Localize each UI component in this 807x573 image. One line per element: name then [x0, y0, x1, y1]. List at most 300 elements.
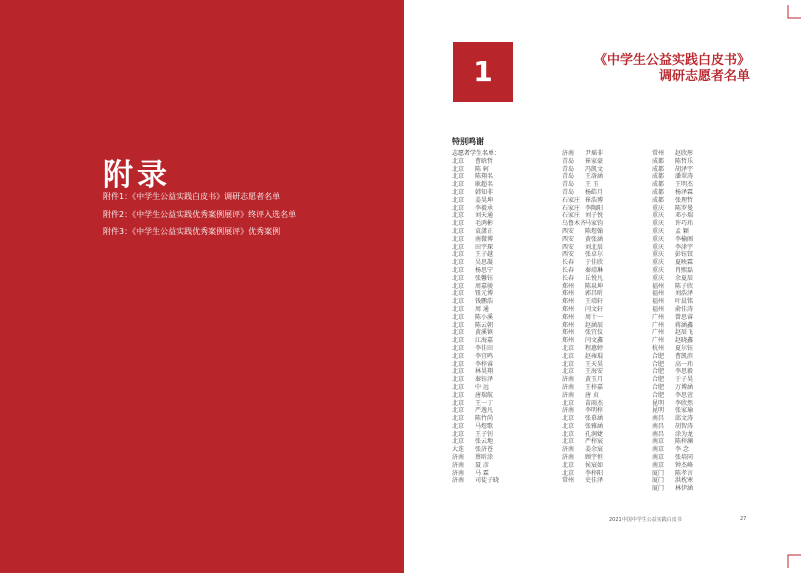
name-row	[562, 415, 625, 423]
name-row	[452, 392, 515, 400]
city-label: 北京	[562, 430, 575, 438]
volunteer-name: 刘北辰	[585, 243, 604, 251]
name-row	[562, 267, 625, 275]
volunteer-name: 于佳欣	[585, 259, 604, 267]
city-label: 北京	[452, 368, 465, 376]
section-number-box: 1	[453, 42, 513, 102]
city-label: 青岛	[562, 165, 575, 173]
volunteer-name: 张理哲	[675, 196, 694, 204]
city-label: 厦门	[652, 485, 665, 493]
city-label: 成都	[652, 181, 665, 189]
name-row	[452, 228, 515, 236]
volunteer-name: 林伊涵	[675, 485, 694, 493]
footer-text: 2021中国中学生公益实践白皮书	[609, 517, 682, 523]
volunteer-name: 秦靖琳	[585, 266, 604, 274]
city-label: 济南	[452, 461, 465, 469]
volunteer-name: 万博涵	[675, 383, 694, 391]
name-row	[652, 290, 715, 298]
name-row	[652, 392, 715, 400]
volunteer-name: 严逸凡	[475, 407, 494, 415]
city-label: 北京	[452, 251, 465, 259]
name-row	[562, 423, 625, 431]
volunteer-name: 张雅涵	[585, 422, 604, 430]
city-label: 成都	[652, 157, 665, 165]
column-1-rows	[452, 158, 515, 485]
volunteer-name: 中 远	[475, 383, 489, 391]
appendix-item-2: 附件2：《中学生公益实践优秀案例展评》终评入选名单	[103, 209, 297, 219]
volunteer-name: 姜余宸	[585, 446, 604, 454]
city-label: 北京	[452, 204, 465, 212]
city-label: 福州	[652, 298, 665, 306]
volunteer-name: 秦钰泽	[475, 376, 494, 384]
volunteer-name: 胡泽宇	[675, 165, 694, 173]
volunteer-name: 张云地	[475, 438, 494, 446]
city-label: 北京	[452, 298, 465, 306]
volunteer-name: 吴思凝	[475, 259, 494, 267]
city-label: 北京	[452, 196, 465, 204]
volunteer-name: 陈罗曼	[675, 204, 694, 212]
city-label: 济南	[562, 391, 575, 399]
name-row	[452, 189, 515, 197]
volunteer-name: 钱鹏浩	[475, 298, 494, 306]
volunteer-name: 周十一	[585, 313, 604, 321]
city-label: 重庆	[652, 204, 665, 212]
title-line-1: 《中学生公益实践白皮书》	[593, 53, 750, 68]
city-label: 北京	[452, 173, 465, 181]
corner-crop-mark-icon	[785, 552, 801, 568]
city-label: 北京	[452, 157, 465, 165]
volunteer-name: 钮元博	[475, 290, 494, 298]
volunteer-name: 陈子欣	[675, 282, 694, 290]
name-row	[452, 290, 515, 298]
volunteer-name: 李宜鸣	[475, 352, 494, 360]
volunteer-name: 张宜仪	[585, 329, 604, 337]
city-label: 郑州	[562, 337, 575, 345]
name-row	[562, 446, 625, 454]
appendix-item-3: 附件3：《中学生公益实践优秀案例展评》优秀案例	[103, 227, 281, 236]
city-label: 北京	[452, 344, 465, 352]
name-row	[652, 220, 715, 228]
volunteer-name: 蔡昕涂	[475, 454, 494, 462]
name-row	[652, 267, 715, 275]
name-row	[652, 158, 715, 166]
city-label: 石家庄	[562, 212, 581, 220]
volunteer-name: 唐 贞	[585, 391, 599, 399]
city-label: 北京	[452, 383, 465, 391]
name-row	[452, 384, 515, 392]
city-label: 北京	[452, 321, 465, 329]
volunteer-name: 李佳田	[475, 344, 494, 352]
name-row	[452, 462, 515, 470]
volunteer-name: 闫文轩	[585, 305, 604, 313]
city-label: 北京	[452, 181, 465, 189]
volunteer-name: 田宇琛	[475, 243, 494, 251]
city-label: 合肥	[652, 360, 665, 368]
city-label: 南京	[652, 461, 665, 469]
volunteer-name: 史佳泽	[585, 477, 604, 485]
volunteer-name: 苗雨杰	[585, 399, 604, 407]
volunteer-name: 王明杰	[675, 181, 694, 189]
name-row	[562, 158, 625, 166]
city-label: 北京	[452, 376, 465, 384]
volunteer-name: 丘悦凡	[585, 274, 604, 282]
name-row	[652, 259, 715, 267]
volunteer-name: 孟 颖	[675, 227, 689, 235]
name-row	[452, 236, 515, 244]
name-row	[562, 298, 625, 306]
name-row	[452, 158, 515, 166]
volunteer-name: 南微博	[475, 235, 494, 243]
volunteer-name: 侯宸如	[585, 461, 604, 469]
page-heading: 附录	[103, 158, 171, 193]
city-label: 北京	[452, 360, 465, 368]
city-label: 广州	[652, 329, 665, 337]
name-row	[562, 337, 625, 345]
name-column-2	[562, 150, 625, 485]
volunteer-name: 毛鸿彬	[475, 220, 494, 228]
volunteer-name: 李梓睿	[475, 360, 494, 368]
name-row	[452, 259, 515, 267]
city-label: 成都	[652, 173, 665, 181]
city-label: 郑州	[562, 313, 575, 321]
name-row	[562, 236, 625, 244]
city-label: 厦门	[652, 477, 665, 485]
volunteer-name: 尹瑶非	[585, 150, 604, 157]
name-row	[652, 446, 715, 454]
name-row	[452, 337, 515, 345]
volunteer-name: 王靖轩	[585, 298, 604, 306]
city-label: 郑州	[562, 305, 575, 313]
volunteer-name: 王梓嘉	[585, 383, 604, 391]
volunteer-name: 王 玉	[585, 181, 599, 189]
name-row	[452, 306, 515, 314]
city-label: 长春	[562, 274, 575, 282]
volunteer-name: 严梓宸	[585, 438, 604, 446]
city-label: 北京	[452, 259, 465, 267]
volunteer-name: 李欣然	[675, 399, 694, 407]
name-row	[652, 150, 715, 158]
city-label: 北京	[562, 469, 575, 477]
city-label: 济南	[562, 407, 575, 415]
city-label: 北京	[452, 243, 465, 251]
city-label: 青岛	[562, 157, 575, 165]
volunteer-name: 司徒子晓	[475, 477, 500, 485]
volunteer-name: 胡智涛	[675, 422, 694, 430]
volunteer-name: 钟杰峰	[675, 461, 694, 469]
name-row	[452, 415, 515, 423]
name-row	[562, 228, 625, 236]
name-row	[452, 407, 515, 415]
volunteer-name: 陈云朝	[475, 321, 494, 329]
city-label: 北京	[452, 212, 465, 220]
name-row	[562, 306, 625, 314]
name-row	[652, 275, 715, 283]
city-label: 济南	[452, 454, 465, 462]
name-row	[562, 220, 625, 228]
city-label: 重庆	[652, 212, 665, 220]
city-label: 郑州	[562, 282, 575, 290]
name-row	[562, 454, 625, 462]
name-row	[652, 384, 715, 392]
city-label: 北京	[452, 266, 465, 274]
city-label: 合肥	[652, 383, 665, 391]
city-label: 北京	[562, 344, 575, 352]
name-row	[652, 236, 715, 244]
city-label: 杭州	[652, 344, 665, 352]
city-label: 北京	[562, 438, 575, 446]
name-row	[452, 212, 515, 220]
city-label: 北京	[452, 438, 465, 446]
city-label: 合肥	[652, 376, 665, 384]
city-label: 合肥	[652, 352, 665, 360]
volunteer-name: 李思萱	[675, 391, 694, 399]
city-label: 成都	[652, 165, 665, 173]
acknowledgement-heading: 特别鸣谢	[452, 137, 484, 146]
volunteer-name: 李 念	[675, 446, 689, 454]
name-row	[452, 329, 515, 337]
name-row	[652, 228, 715, 236]
name-row	[562, 181, 625, 189]
volunteer-name: 陈梓澜	[675, 438, 694, 446]
name-row	[652, 181, 715, 189]
volunteer-name: 黄溪镇	[475, 329, 494, 337]
city-label: 北京	[452, 399, 465, 407]
name-row	[452, 454, 515, 462]
volunteer-name: 洪枕寒	[675, 477, 694, 485]
volunteer-name: 陈哲乐	[675, 157, 694, 165]
volunteer-name: 王天昊	[585, 360, 604, 368]
volunteer-name: 陈孝言	[675, 469, 694, 477]
volunteer-name: 陈煜翰	[585, 227, 604, 235]
city-label: 北京	[452, 227, 465, 235]
city-label: 福州	[652, 290, 665, 298]
city-label: 北京	[452, 407, 465, 415]
volunteer-name: 周嘉骏	[475, 282, 494, 290]
name-column-3	[652, 150, 715, 493]
name-row	[562, 384, 625, 392]
volunteer-name: 程惠婷	[585, 344, 604, 352]
city-label: 济南	[562, 454, 575, 462]
volunteer-name: 王子越	[475, 251, 494, 259]
city-label: 北京	[452, 337, 465, 345]
volunteer-name: 张培同	[675, 454, 694, 462]
name-row	[562, 150, 625, 158]
city-label: 北京	[562, 399, 575, 407]
volunteer-name: 曾思睿	[675, 313, 694, 321]
name-row	[652, 407, 715, 415]
name-row	[652, 454, 715, 462]
name-row	[452, 220, 515, 228]
volunteer-name: 涂为龙	[675, 430, 694, 438]
city-label: 济南	[562, 150, 575, 157]
volunteer-name: 郭昌昕	[585, 290, 604, 298]
volunteer-name: 潘翠涛	[675, 173, 694, 181]
city-label: 北京	[452, 422, 465, 430]
name-row	[452, 197, 515, 205]
volunteer-name: 袁潇正	[475, 227, 494, 235]
volunteer-name: 李津宇	[675, 243, 694, 251]
city-label: 重庆	[652, 235, 665, 243]
volunteer-name: 顾宇恒	[585, 454, 604, 462]
name-row	[652, 197, 715, 205]
volunteer-name: 黄张涵	[585, 235, 604, 243]
city-label: 北京	[452, 430, 465, 438]
column-3-rows	[652, 150, 715, 493]
volunteer-name: 陈泉坤	[585, 282, 604, 290]
section-title	[560, 53, 750, 85]
volunteer-name: 杨思宁	[475, 266, 494, 274]
name-row	[562, 392, 625, 400]
city-label: 南昌	[652, 422, 665, 430]
name-row	[562, 376, 625, 384]
volunteer-name: 赵欣彤	[675, 150, 694, 157]
volunteer-name: 韩知非	[475, 188, 494, 196]
volunteer-name: 高一玮	[675, 360, 694, 368]
city-label: 北京	[562, 368, 575, 376]
city-label: 南京	[652, 454, 665, 462]
volunteer-name: 王海安	[585, 368, 604, 376]
volunteer-name: 李榆阁	[675, 235, 694, 243]
city-label: 北京	[562, 461, 575, 469]
city-label: 重庆	[652, 220, 665, 228]
name-row	[562, 290, 625, 298]
volunteer-name: 陈 轲	[475, 165, 489, 173]
volunteer-name: 张馨钰	[475, 274, 494, 282]
city-label: 乌鲁木齐	[562, 220, 587, 228]
volunteer-name: 闫文鑫	[585, 337, 604, 345]
name-row	[652, 314, 715, 322]
volunteer-name: 赵晓鑫	[675, 337, 694, 345]
city-label: 北京	[452, 235, 465, 243]
volunteer-name: 余夏辰	[675, 274, 694, 282]
volunteer-name: 夏尔钰	[675, 344, 694, 352]
name-row	[452, 376, 515, 384]
name-column-1	[452, 150, 515, 485]
city-label: 郑州	[562, 298, 575, 306]
volunteer-name: 姜昊坤	[475, 196, 494, 204]
city-label: 重庆	[652, 274, 665, 282]
volunteer-name: 陈竹尚	[475, 415, 494, 423]
name-row	[452, 251, 515, 259]
volunteer-name: 赵雍琨	[585, 352, 604, 360]
appendix-item-1: 附件1：《中学生公益实践白皮书》调研志愿者名单	[103, 192, 281, 201]
city-label: 福州	[652, 305, 665, 313]
city-label: 长春	[562, 259, 575, 267]
name-row	[652, 376, 715, 384]
city-label: 西安	[562, 251, 575, 259]
name-row	[652, 345, 715, 353]
volunteer-name: 马家钧	[585, 220, 604, 228]
name-row	[652, 423, 715, 431]
name-row	[652, 368, 715, 376]
city-label: 北京	[452, 274, 465, 282]
volunteer-name: 王一丁	[475, 399, 494, 407]
name-row	[562, 353, 625, 361]
city-label: 北京	[562, 352, 575, 360]
volunteer-name: 彭钰钗	[675, 251, 694, 259]
volunteer-name: 马 霖	[475, 469, 489, 477]
city-label: 西安	[562, 235, 575, 243]
volunteer-name: 刘浩泽	[675, 290, 694, 298]
volunteer-name: 曹凯滨	[675, 352, 694, 360]
volunteer-name: 许巧玮	[675, 220, 694, 228]
volunteer-name: 赵辰飞	[675, 329, 694, 337]
name-row	[452, 267, 515, 275]
city-label: 济南	[562, 446, 575, 454]
volunteer-name: 张济苍	[475, 446, 494, 454]
city-label: 常州	[562, 477, 575, 485]
name-row	[452, 314, 515, 322]
city-label: 北京	[452, 391, 465, 399]
city-label: 重庆	[652, 266, 665, 274]
name-row	[652, 485, 715, 493]
name-row	[562, 314, 625, 322]
volunteer-name: 曹晗哲	[475, 157, 494, 165]
name-row	[562, 197, 625, 205]
corner-crop-mark-icon	[785, 5, 801, 21]
city-label: 合肥	[652, 368, 665, 376]
city-label: 青岛	[562, 188, 575, 196]
city-label: 南京	[652, 446, 665, 454]
name-row	[562, 275, 625, 283]
city-label: 南昌	[652, 415, 665, 423]
city-label: 重庆	[652, 227, 665, 235]
name-row	[562, 189, 625, 197]
name-row	[452, 275, 515, 283]
name-row	[562, 251, 625, 259]
volunteer-name: 杨皓月	[585, 188, 604, 196]
city-label: 济南	[562, 383, 575, 391]
name-row	[452, 477, 515, 485]
volunteer-name: 陈小溪	[475, 313, 494, 321]
city-label: 郑州	[562, 321, 575, 329]
name-row	[652, 251, 715, 259]
name-row	[562, 212, 625, 220]
column-2-rows	[562, 150, 625, 485]
city-label: 西安	[562, 227, 575, 235]
list-caption: 志愿者学生名单：	[452, 150, 501, 157]
name-row	[562, 368, 625, 376]
city-label: 福州	[652, 282, 665, 290]
volunteer-name: 唐瑞航	[475, 391, 494, 399]
volunteer-name: 马煜歌	[475, 422, 494, 430]
name-row	[652, 337, 715, 345]
name-row	[562, 345, 625, 353]
volunteer-name: 周 通	[475, 305, 489, 313]
title-line-2: 调研志愿者名单	[658, 69, 750, 84]
city-label: 郑州	[562, 329, 575, 337]
volunteer-name: 崔浩博	[585, 196, 604, 204]
city-label: 广州	[652, 337, 665, 345]
volunteer-name: 冯凯文	[585, 165, 604, 173]
city-label: 石家庄	[562, 196, 581, 204]
city-label: 昆明	[652, 407, 665, 415]
name-row	[652, 298, 715, 306]
volunteer-name: 李思毅	[675, 368, 694, 376]
name-row	[652, 189, 715, 197]
volunteer-name: 江海嘉	[475, 337, 494, 345]
volunteer-name: 陈翔名	[475, 173, 494, 181]
city-label: 北京	[452, 282, 465, 290]
volunteer-name: 邓小瑞	[675, 212, 694, 220]
volunteer-name: 夏映霖	[675, 259, 694, 267]
city-label: 南昌	[652, 430, 665, 438]
city-label: 北京	[452, 415, 465, 423]
volunteer-name: 邱文涛	[675, 415, 694, 423]
volunteer-name: 赵涵辰	[585, 321, 604, 329]
city-label: 青岛	[562, 173, 575, 181]
city-label: 广州	[652, 313, 665, 321]
